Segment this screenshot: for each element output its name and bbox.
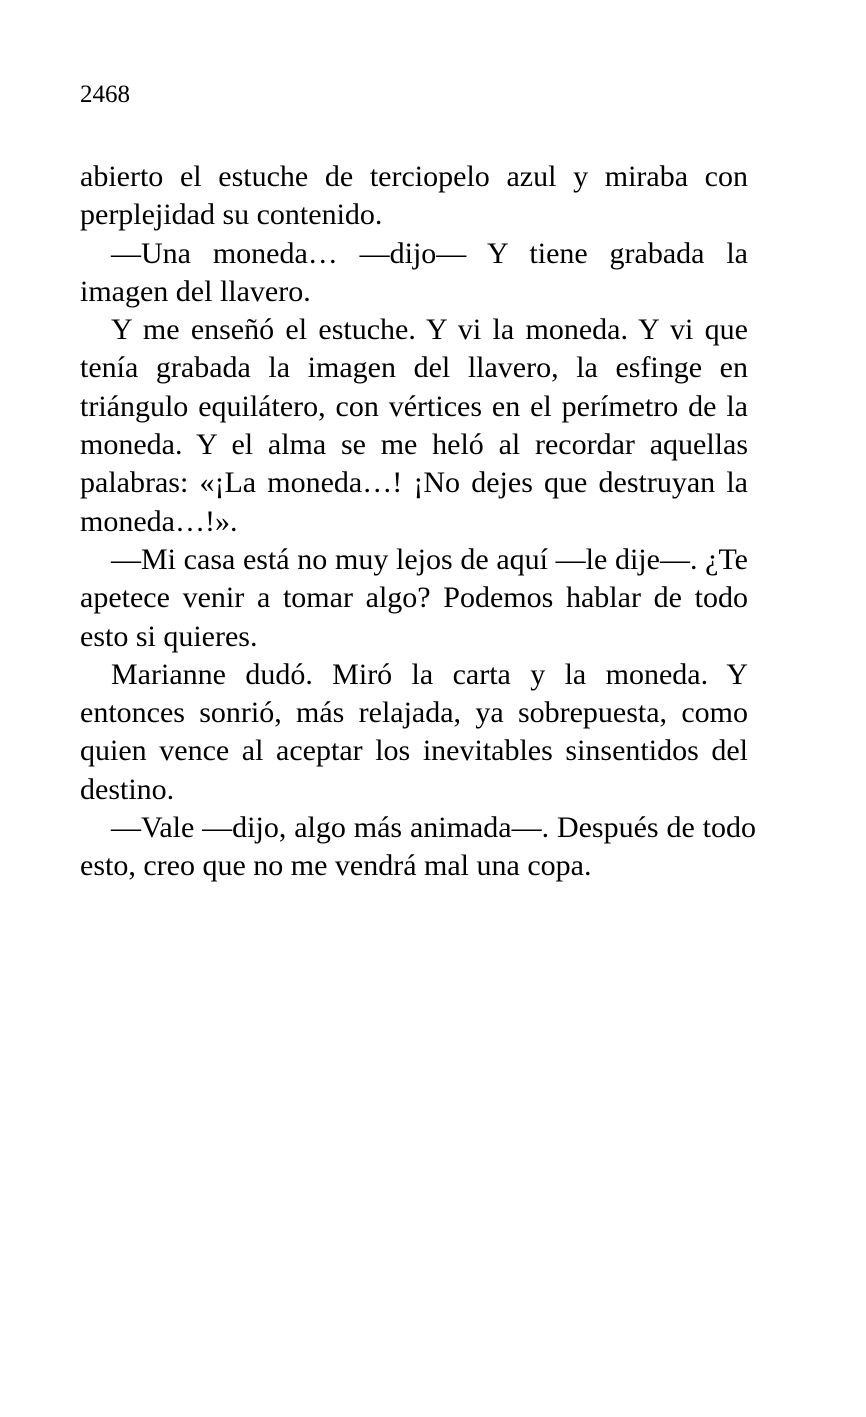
paragraph: —Vale —dijo, algo más animada—. Después de todo esto, creo que no me vendrá mal una copa.	[80, 811, 756, 883]
page-number: 2468	[80, 81, 130, 108]
paragraph: Marianne dudó. Miró la carta y la moneda. Y entonces sonrió, más relajada, ya sobrepuesta, como quien vence al aceptar los inevitables sinsentidos del destino.	[80, 657, 748, 806]
paragraph: —Una moneda… —dijo— Y tiene grabada la imagen del llavero.	[80, 236, 748, 308]
paragraph: Y me enseñó el estuche. Y vi la moneda. Y vi que tenía grabada la imagen del llavero, la esfinge en triángulo equilátero, con vértices en el perímetro de la moneda. Y el alma se me heló al recordar aquellas palabras: «¡La moneda…! ¡No dejes que destruyan la moneda…!».	[80, 313, 748, 538]
paragraph: —Mi casa está no muy lejos de aquí —le dije—. ¿Te apetece venir a tomar algo? Podemos hablar de todo esto si quieres.	[80, 542, 748, 653]
paragraph: abierto el estuche de terciopelo azul y miraba con perplejidad su contenido.	[80, 160, 748, 232]
body-text	[80, 158, 756, 886]
